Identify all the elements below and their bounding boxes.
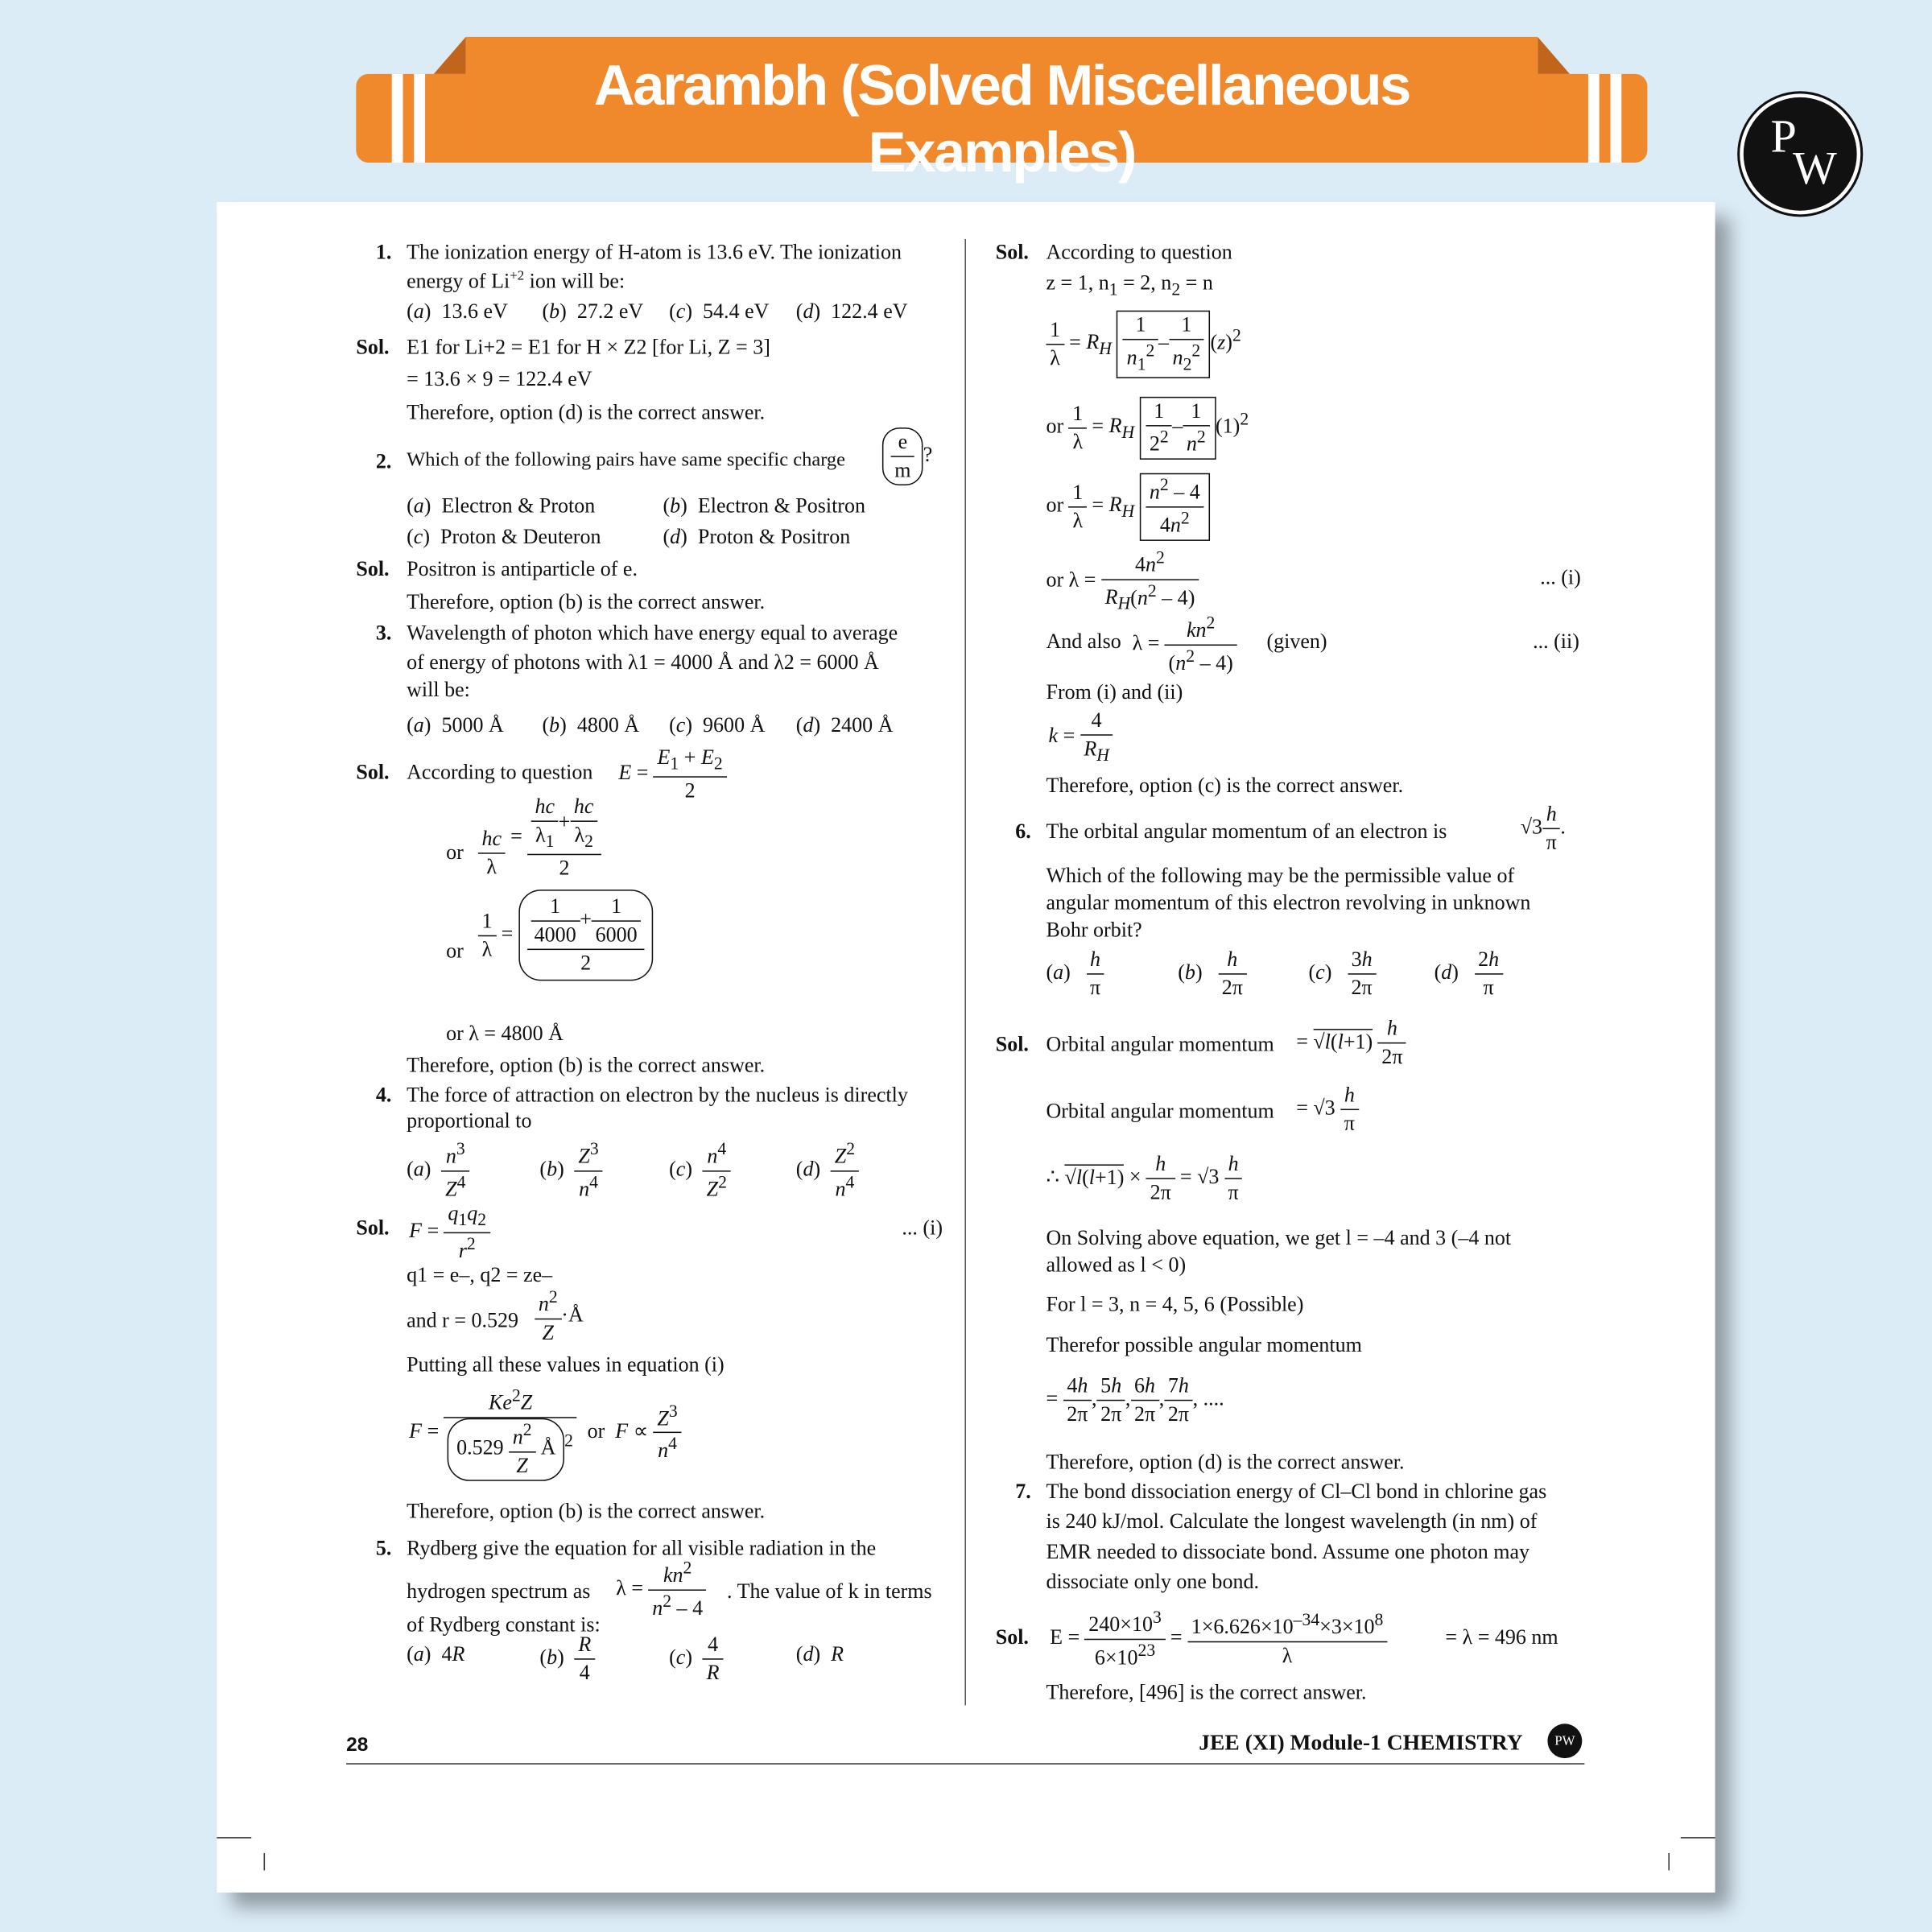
option-d: (d) 122.4 eV — [795, 299, 908, 324]
question-number: 6. — [1015, 819, 1031, 843]
solution-text: Therefore, option (b) is the correct answer. — [407, 1499, 766, 1523]
solution-text: Therefore, option (d) is the correct answer. — [407, 400, 766, 424]
solution-text: And also — [1046, 630, 1121, 654]
solution-text: Therefore, option (c) is the correct answer. — [1046, 774, 1404, 798]
question-text: . The value of k in terms — [727, 1579, 932, 1604]
equation: = √3 $\frac{h}{\pi}$ — [1296, 1082, 1358, 1137]
logo-letter-w: W — [1793, 142, 1837, 195]
solution-label: Sol. — [995, 1624, 1029, 1649]
option-c: (c) Proton & Deuteron — [407, 525, 601, 549]
option-c: (c) $\frac{4}{R}$ — [669, 1632, 723, 1687]
option-c: (c) 54.4 eV — [669, 299, 770, 324]
option-d: (d) $\frac{2h}{\pi}$ — [1435, 947, 1503, 1002]
solution-text: or — [446, 939, 464, 963]
solution-text: Orbital angular momentum — [1046, 1099, 1274, 1123]
option-b: (b) $\frac{h}{2\pi}$ — [1178, 947, 1246, 1002]
solution-text: Positron is antiparticle of e. — [407, 556, 638, 580]
solution-text: Therefore, option (b) is the correct answer. — [407, 590, 766, 614]
solution-text: From (i) and (ii) — [1046, 679, 1183, 704]
equation: = √l(l+1) $\frac{h}{2\pi}$ — [1296, 1015, 1406, 1071]
solution-text: = 13.6 × 9 = 122.4 eV — [407, 367, 592, 391]
option-b: (b) 4800 Å — [542, 713, 640, 737]
question-number: 1. — [375, 240, 392, 264]
equation: $\frac{1}{\lambda}$ = $R_H$ $\frac{1}{n_1^2}$ – $\frac{1}{n_2^2}$ $(z)^2$ — [1046, 311, 1241, 378]
question-text: The ionization energy of H-atom is 13.6 eV. The ionization — [407, 240, 902, 264]
crop-mark — [1668, 1853, 1670, 1870]
question-text: energy of $Li^{+2}$ ion will be: — [407, 268, 625, 293]
question-text: The bond dissociation energy of Cl–Cl bond in chlorine gas — [1046, 1480, 1547, 1504]
question-number: 2. — [375, 449, 392, 473]
question-text: Bohr orbit? — [1046, 918, 1142, 942]
option-b: (b) $\frac{Z^3}{n^4}$ — [539, 1138, 602, 1203]
question-text: is 240 kJ/mol. Calculate the longest wavelength (in nm) of — [1046, 1509, 1538, 1534]
solution-text: According to question — [1046, 240, 1232, 264]
question-text: will be: — [407, 677, 470, 701]
option-b: (b) 27.2 eV — [542, 299, 644, 324]
question-text: of Rydberg constant is: — [407, 1612, 601, 1637]
solution-text: Therefore, [496] is the correct answer. — [1046, 1680, 1367, 1704]
equation: k = $\frac{4}{R_H}$ — [1049, 708, 1113, 768]
equation: ∴ √l(l+1) × $\frac{h}{2\pi}$ = √3 $\frac{h}{\pi}$ — [1046, 1151, 1242, 1207]
option-d: (d) 2400 Å — [795, 713, 894, 737]
question-text: proportional to — [407, 1108, 532, 1133]
banner-fold — [434, 37, 466, 74]
question-text: hydrogen spectrum as — [407, 1579, 591, 1604]
option-b: (b) Electron & Positron — [663, 493, 865, 518]
option-a: (a) 13.6 eV — [407, 299, 508, 324]
option-a: (a) 5000 Å — [407, 713, 504, 737]
solution-label: Sol. — [995, 1032, 1029, 1056]
question-number: 3. — [375, 621, 392, 645]
solution-text: allowed as l < 0) — [1046, 1253, 1187, 1277]
option-c: (c) $\frac{n^4}{Z^2}$ — [669, 1138, 730, 1203]
equation: or λ = $\frac{4n^2}{R_H(n^2 - 4)}$ — [1046, 547, 1198, 617]
solution-text: Therefore, option (b) is the correct answer. — [407, 1053, 766, 1077]
option-a: (a) Electron & Proton — [407, 493, 596, 518]
footer-rule — [346, 1763, 1584, 1765]
equation: λ = $\frac{kn^2}{(n^2 - 4)}$ — [1133, 613, 1237, 677]
solution-text: Therefor possible angular momentum — [1046, 1333, 1362, 1357]
question-text: angular momentum of this electron revolving in unknown — [1046, 890, 1531, 914]
crop-mark — [217, 1837, 251, 1839]
crop-mark — [1681, 1837, 1715, 1839]
option-c: (c) 9600 Å — [669, 713, 766, 737]
solution-label: Sol. — [995, 240, 1029, 264]
option-a: (a) 4R — [407, 1642, 465, 1666]
solution-text: According to question — [407, 760, 593, 784]
banner-title: Aarambh (Solved Miscellaneous Examples) — [593, 52, 1410, 184]
solution-text: On Solving above equation, we get l = –4 and 3 (–4 not — [1046, 1225, 1512, 1250]
solution-text: or — [446, 840, 464, 864]
equation: F = $\frac{q_1q_2}{r^2}$ — [409, 1200, 489, 1265]
solution-label: Sol. — [356, 335, 390, 359]
equation: E = $\frac{E_1 + E_2}{2}$ — [618, 744, 726, 804]
specific-charge-fraction: $\frac{e}{m}$ ? — [882, 427, 932, 485]
option-c: (c) $\frac{3h}{2\pi}$ — [1308, 947, 1376, 1002]
logo-letter-p: P — [1770, 110, 1797, 163]
question-text: Which of the following pairs have same specific charge — [407, 449, 846, 471]
equation-tag: ... (i) — [1540, 565, 1581, 589]
equation: F = Ke$^2$Z 0.529 $\frac{n^2}{Z}$ Å $^2$ or F ∝ $\frac{Z^3}{n^4}$ — [409, 1385, 681, 1480]
pw-logo — [1740, 93, 1860, 214]
equation: E = $\frac{240\times 10^3}{6\times 10^{23}}$ = $\frac{1\times 6.626\times 10^{-34}\times 3\times 10^8}{\lambda}$ — [1050, 1607, 1387, 1671]
option-d: (d) $\frac{Z^2}{n^4}$ — [796, 1138, 859, 1203]
option-a: (a) $\frac{n^3}{Z^4}$ — [407, 1138, 469, 1203]
equation-tag: ... (ii) — [1533, 630, 1579, 654]
question-number: 4. — [375, 1083, 392, 1107]
question-text: Which of the following may be the permissible value of — [1046, 863, 1515, 888]
question-text: The orbital angular momentum of an electron is — [1046, 819, 1447, 843]
equation-tag: ... (i) — [902, 1216, 943, 1240]
footer-title: JEE (XI) Module-1 CHEMISTRY — [1199, 1729, 1523, 1755]
equation: or $\frac{1}{\lambda}$ = $R_H$ $\frac{1}{2^2}$ – $\frac{1}{n^2}$ $(1)^2$ — [1046, 397, 1249, 460]
equation: $\frac{n^2}{Z}$ ·Å — [535, 1286, 584, 1347]
banner-fold — [1538, 37, 1570, 74]
question-text: dissociate only one bond. — [1046, 1569, 1259, 1594]
solution-text: = λ = 496 nm — [1445, 1624, 1558, 1649]
equation: √3 $\frac{h}{\pi}$ . — [1520, 802, 1566, 854]
question-text: Rydberg give the equation for all visible radiation in the — [407, 1536, 877, 1560]
solution-text: (given) — [1266, 630, 1327, 654]
solution-text: q1 = e–, q2 = ze– — [407, 1262, 553, 1286]
question-text: The force of attraction on electron by the nucleus is directly — [407, 1083, 908, 1107]
column-divider — [964, 239, 966, 1705]
banner-stripe — [392, 74, 403, 163]
solution-text: Putting all these values in equation (i) — [407, 1352, 724, 1377]
solution-text: Therefore, option (d) is the correct answer. — [1046, 1450, 1405, 1474]
equation: $\frac{hc}{\lambda}$ = $\frac{hc}{\lambda_1}$ + $\frac{hc}{\lambda_2}$ 2 — [478, 794, 601, 882]
option-d: (d) Proton & Positron — [663, 525, 851, 549]
banner-stripe — [414, 74, 425, 163]
document-page — [217, 202, 1715, 1893]
solution-label: Sol. — [356, 1216, 390, 1240]
solution-text: and r = 0.529 — [407, 1308, 519, 1332]
option-a: (a) $\frac{h}{\pi}$ — [1046, 947, 1104, 1002]
page-number: 28 — [346, 1735, 369, 1757]
solution-text: E1 for Li+2 = E1 for H × Z2 [for Li, Z = 3] — [407, 335, 770, 359]
equation: λ = $\frac{kn^2}{n^2 - 4}$ — [616, 1558, 706, 1622]
solution-text: For l = 3, n = 4, 5, 6 (Possible) — [1046, 1292, 1304, 1316]
question-text: Wavelength of photon which have energy equal to average — [407, 621, 898, 645]
footer-pw-logo: PW — [1547, 1724, 1582, 1758]
crop-mark — [264, 1853, 266, 1870]
equation: or $\frac{1}{\lambda}$ = $R_H$ $\frac{n^2 - 4}{4n^2}$ — [1046, 473, 1210, 540]
solution-label: Sol. — [356, 760, 390, 784]
banner-stripe — [1610, 74, 1621, 163]
question-text: of energy of photons with λ1 = 4000 Å and λ2 = 6000 Å — [407, 650, 879, 675]
solution-text: Orbital angular momentum — [1046, 1032, 1274, 1056]
solution-text: or λ = 4800 Å — [446, 1021, 564, 1045]
banner-stripe — [1588, 74, 1600, 163]
question-text: EMR needed to dissociate bond. Assume one photon may — [1046, 1540, 1530, 1564]
equation: $\frac{1}{\lambda}$ = $\frac{1}{4000}$ + $\frac{1}{6000}$ 2 — [478, 890, 654, 981]
question-number: 7. — [1015, 1480, 1031, 1504]
solution-label: Sol. — [356, 556, 390, 580]
option-b: (b) $\frac{R}{4}$ — [539, 1632, 594, 1687]
equation: = $\frac{4h}{2\pi}$ , $\frac{5h}{2\pi}$ , $\frac{6h}{2\pi}$ , $\frac{7h}{2\pi}$ , .... — [1046, 1373, 1224, 1426]
solution-text: z = 1, $n_1 = 2$, $n_2 = n$ — [1046, 270, 1213, 300]
question-number: 5. — [375, 1536, 392, 1560]
option-d: (d) R — [795, 1642, 844, 1666]
